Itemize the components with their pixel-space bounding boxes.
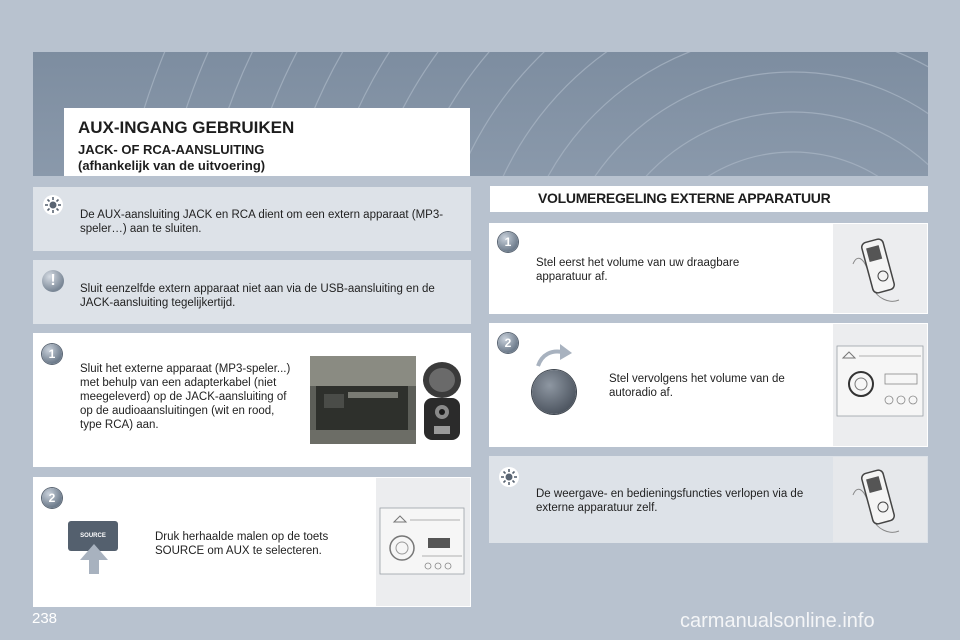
subtitle-line-1: JACK- OF RCA-AANSLUITING bbox=[78, 142, 265, 157]
page-title: AUX-INGANG GEBRUIKEN bbox=[78, 118, 295, 137]
rotate-arrow-icon bbox=[536, 344, 572, 368]
mp3-illustration-panel bbox=[833, 224, 927, 313]
vol-info-text: De weergave- en bedieningsfuncties verlopen via de externe apparatuur zelf. bbox=[536, 488, 804, 514]
radio-illustration-panel bbox=[376, 478, 470, 606]
warning-text: Sluit eenzelfde extern apparaat niet aan via de USB-aansluiting en de JACK-aansluiting tegelijkertijd. bbox=[80, 283, 435, 309]
mp3-illustration-panel-2 bbox=[833, 457, 927, 542]
step1-badge: 1 bbox=[42, 344, 62, 364]
subtitle-line-2: (afhankelijk van de uitvoering) bbox=[78, 158, 266, 173]
aux-socket-photo-icon bbox=[310, 356, 416, 444]
radio-volume-icon bbox=[833, 324, 927, 446]
vol-step2-badge: 2 bbox=[498, 333, 518, 353]
mp3-player-hand-icon bbox=[833, 457, 927, 542]
step2-text: Druk herhaalde malen op de toets SOURCE om AUX te selecteren. bbox=[155, 531, 329, 557]
step2-badge: 2 bbox=[42, 488, 62, 508]
radio-front-icon bbox=[376, 478, 470, 606]
vol-step1-text: Stel eerst het volume van uw draagbare apparatuur af. bbox=[536, 257, 740, 283]
step1-text: Sluit het externe apparaat (MP3-speler...) met behulp van een adapterkabel (niet meegeleverd) op de JACK-aansluiting of op de audioaansluitingen (wit en rood, type RCA) aan. bbox=[80, 363, 291, 431]
press-arrow-icon bbox=[80, 544, 108, 574]
page-number: 238 bbox=[32, 610, 58, 627]
source-button-icon: SOURCE bbox=[68, 521, 118, 551]
vol-step1-badge: 1 bbox=[498, 232, 518, 252]
sun-icon bbox=[42, 194, 64, 216]
volume-section-title: VOLUMEREGELING EXTERNE APPARATUUR bbox=[538, 190, 831, 206]
volume-knob-icon bbox=[532, 370, 576, 414]
sun-icon bbox=[498, 466, 520, 488]
radio-volume-illustration-panel bbox=[833, 324, 927, 446]
warning-icon: ! bbox=[42, 270, 64, 292]
jack-socket-icon bbox=[420, 360, 464, 442]
mp3-player-hand-icon bbox=[833, 224, 927, 313]
vol-step2-text: Stel vervolgens het volume van de autoradio af. bbox=[609, 373, 785, 399]
watermark: carmanualsonline.info bbox=[680, 610, 875, 632]
page-subtitle bbox=[78, 142, 265, 174]
info-text: De AUX-aansluiting JACK en RCA dient om een extern apparaat (MP3-speler…) aan te sluiten. bbox=[80, 209, 444, 235]
